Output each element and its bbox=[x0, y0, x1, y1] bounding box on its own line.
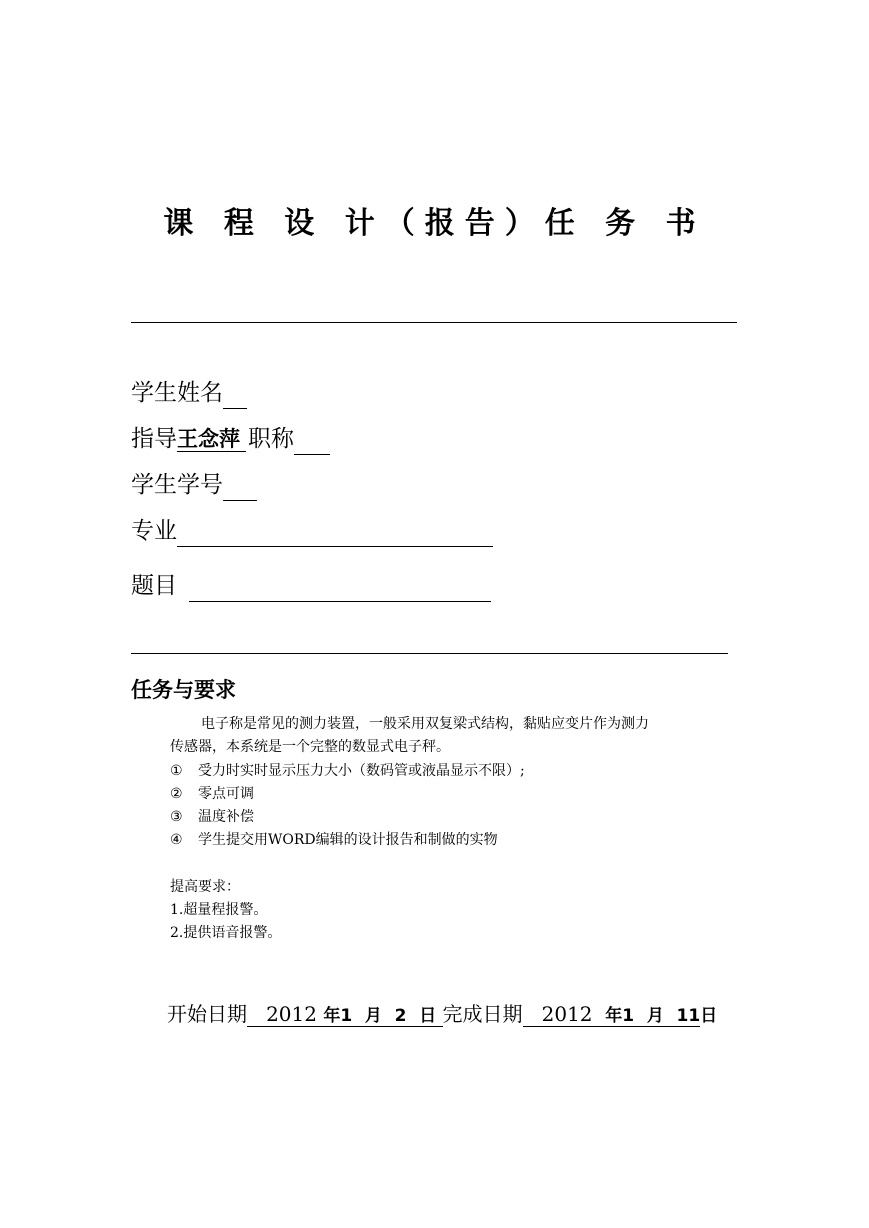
middle-divider bbox=[131, 653, 728, 654]
task-item-1 bbox=[170, 760, 525, 782]
item-3-number: ③ bbox=[170, 809, 183, 825]
student-name-field bbox=[131, 378, 247, 409]
student-id-label: 学生学号 bbox=[131, 472, 223, 498]
end-month-unit: 月 bbox=[646, 1006, 664, 1026]
end-day-unit: 日 bbox=[700, 1006, 718, 1026]
major-field bbox=[131, 516, 493, 547]
item-2-number: ② bbox=[170, 786, 183, 802]
task-item-2 bbox=[170, 783, 254, 805]
page-title: 课 程 设 计（报告）任 务 书 bbox=[163, 206, 706, 241]
start-year-unit: 年 bbox=[323, 1006, 341, 1026]
major-blank[interactable] bbox=[177, 516, 493, 547]
end-year-unit: 年 bbox=[605, 1006, 623, 1026]
date-line bbox=[167, 998, 717, 1027]
item-3-text: 温度补偿 bbox=[198, 809, 254, 825]
item-1-number: ① bbox=[170, 763, 183, 779]
student-name-label: 学生姓名 bbox=[131, 380, 223, 406]
end-year: 2012 bbox=[541, 1002, 593, 1026]
top-divider bbox=[131, 322, 737, 323]
job-title-label: 职称 bbox=[248, 426, 294, 452]
end-day: 11 bbox=[676, 1006, 701, 1026]
start-date-label: 开始日期 bbox=[167, 1002, 247, 1026]
end-date-value[interactable] bbox=[523, 1002, 701, 1027]
start-day-unit: 日 bbox=[419, 1006, 437, 1026]
task-item-4 bbox=[170, 829, 498, 851]
topic-blank[interactable] bbox=[189, 571, 491, 602]
advanced-item-2: 2.提供语音报警。 bbox=[170, 925, 282, 941]
topic-label: 题目 bbox=[131, 573, 177, 599]
student-name-blank[interactable] bbox=[223, 378, 247, 409]
advanced-heading: 提高要求： bbox=[170, 879, 240, 895]
end-date-label: 完成日期 bbox=[442, 1002, 523, 1026]
start-month-unit: 月 bbox=[364, 1006, 382, 1026]
student-id-field bbox=[131, 470, 257, 501]
task-intro-line2: 传感器，本系统是一个完整的数显式电子秤。 bbox=[170, 739, 450, 755]
advisor-label: 指导 bbox=[131, 426, 177, 452]
major-label: 专业 bbox=[131, 518, 177, 544]
item-1-text: 受力时实时显示压力大小（数码管或液晶显示不限）; bbox=[198, 763, 525, 779]
task-item-3 bbox=[170, 806, 254, 828]
advisor-field bbox=[131, 424, 330, 455]
end-month: 1 bbox=[622, 1006, 635, 1026]
student-id-blank[interactable] bbox=[223, 470, 257, 501]
item-4-number: ④ bbox=[170, 832, 183, 848]
job-title-blank[interactable] bbox=[294, 424, 330, 455]
start-year: 2012 bbox=[266, 1002, 317, 1026]
task-heading: 任务与要求 bbox=[131, 678, 236, 702]
start-date-value[interactable] bbox=[247, 1002, 443, 1027]
start-day: 2 bbox=[394, 1006, 407, 1026]
advisor-name: 王念萍 bbox=[177, 427, 246, 452]
item-4-text: 学生提交用WORD编辑的设计报告和制做的实物 bbox=[198, 832, 498, 848]
topic-field bbox=[131, 571, 491, 602]
task-intro-line1: 电子称是常见的测力装置，一般采用双复梁式结构，黏贴应变片作为测力 bbox=[201, 716, 649, 732]
start-month: 1 bbox=[340, 1006, 353, 1026]
item-2-text: 零点可调 bbox=[198, 786, 254, 802]
advanced-item-1: 1.超量程报警。 bbox=[170, 902, 268, 918]
